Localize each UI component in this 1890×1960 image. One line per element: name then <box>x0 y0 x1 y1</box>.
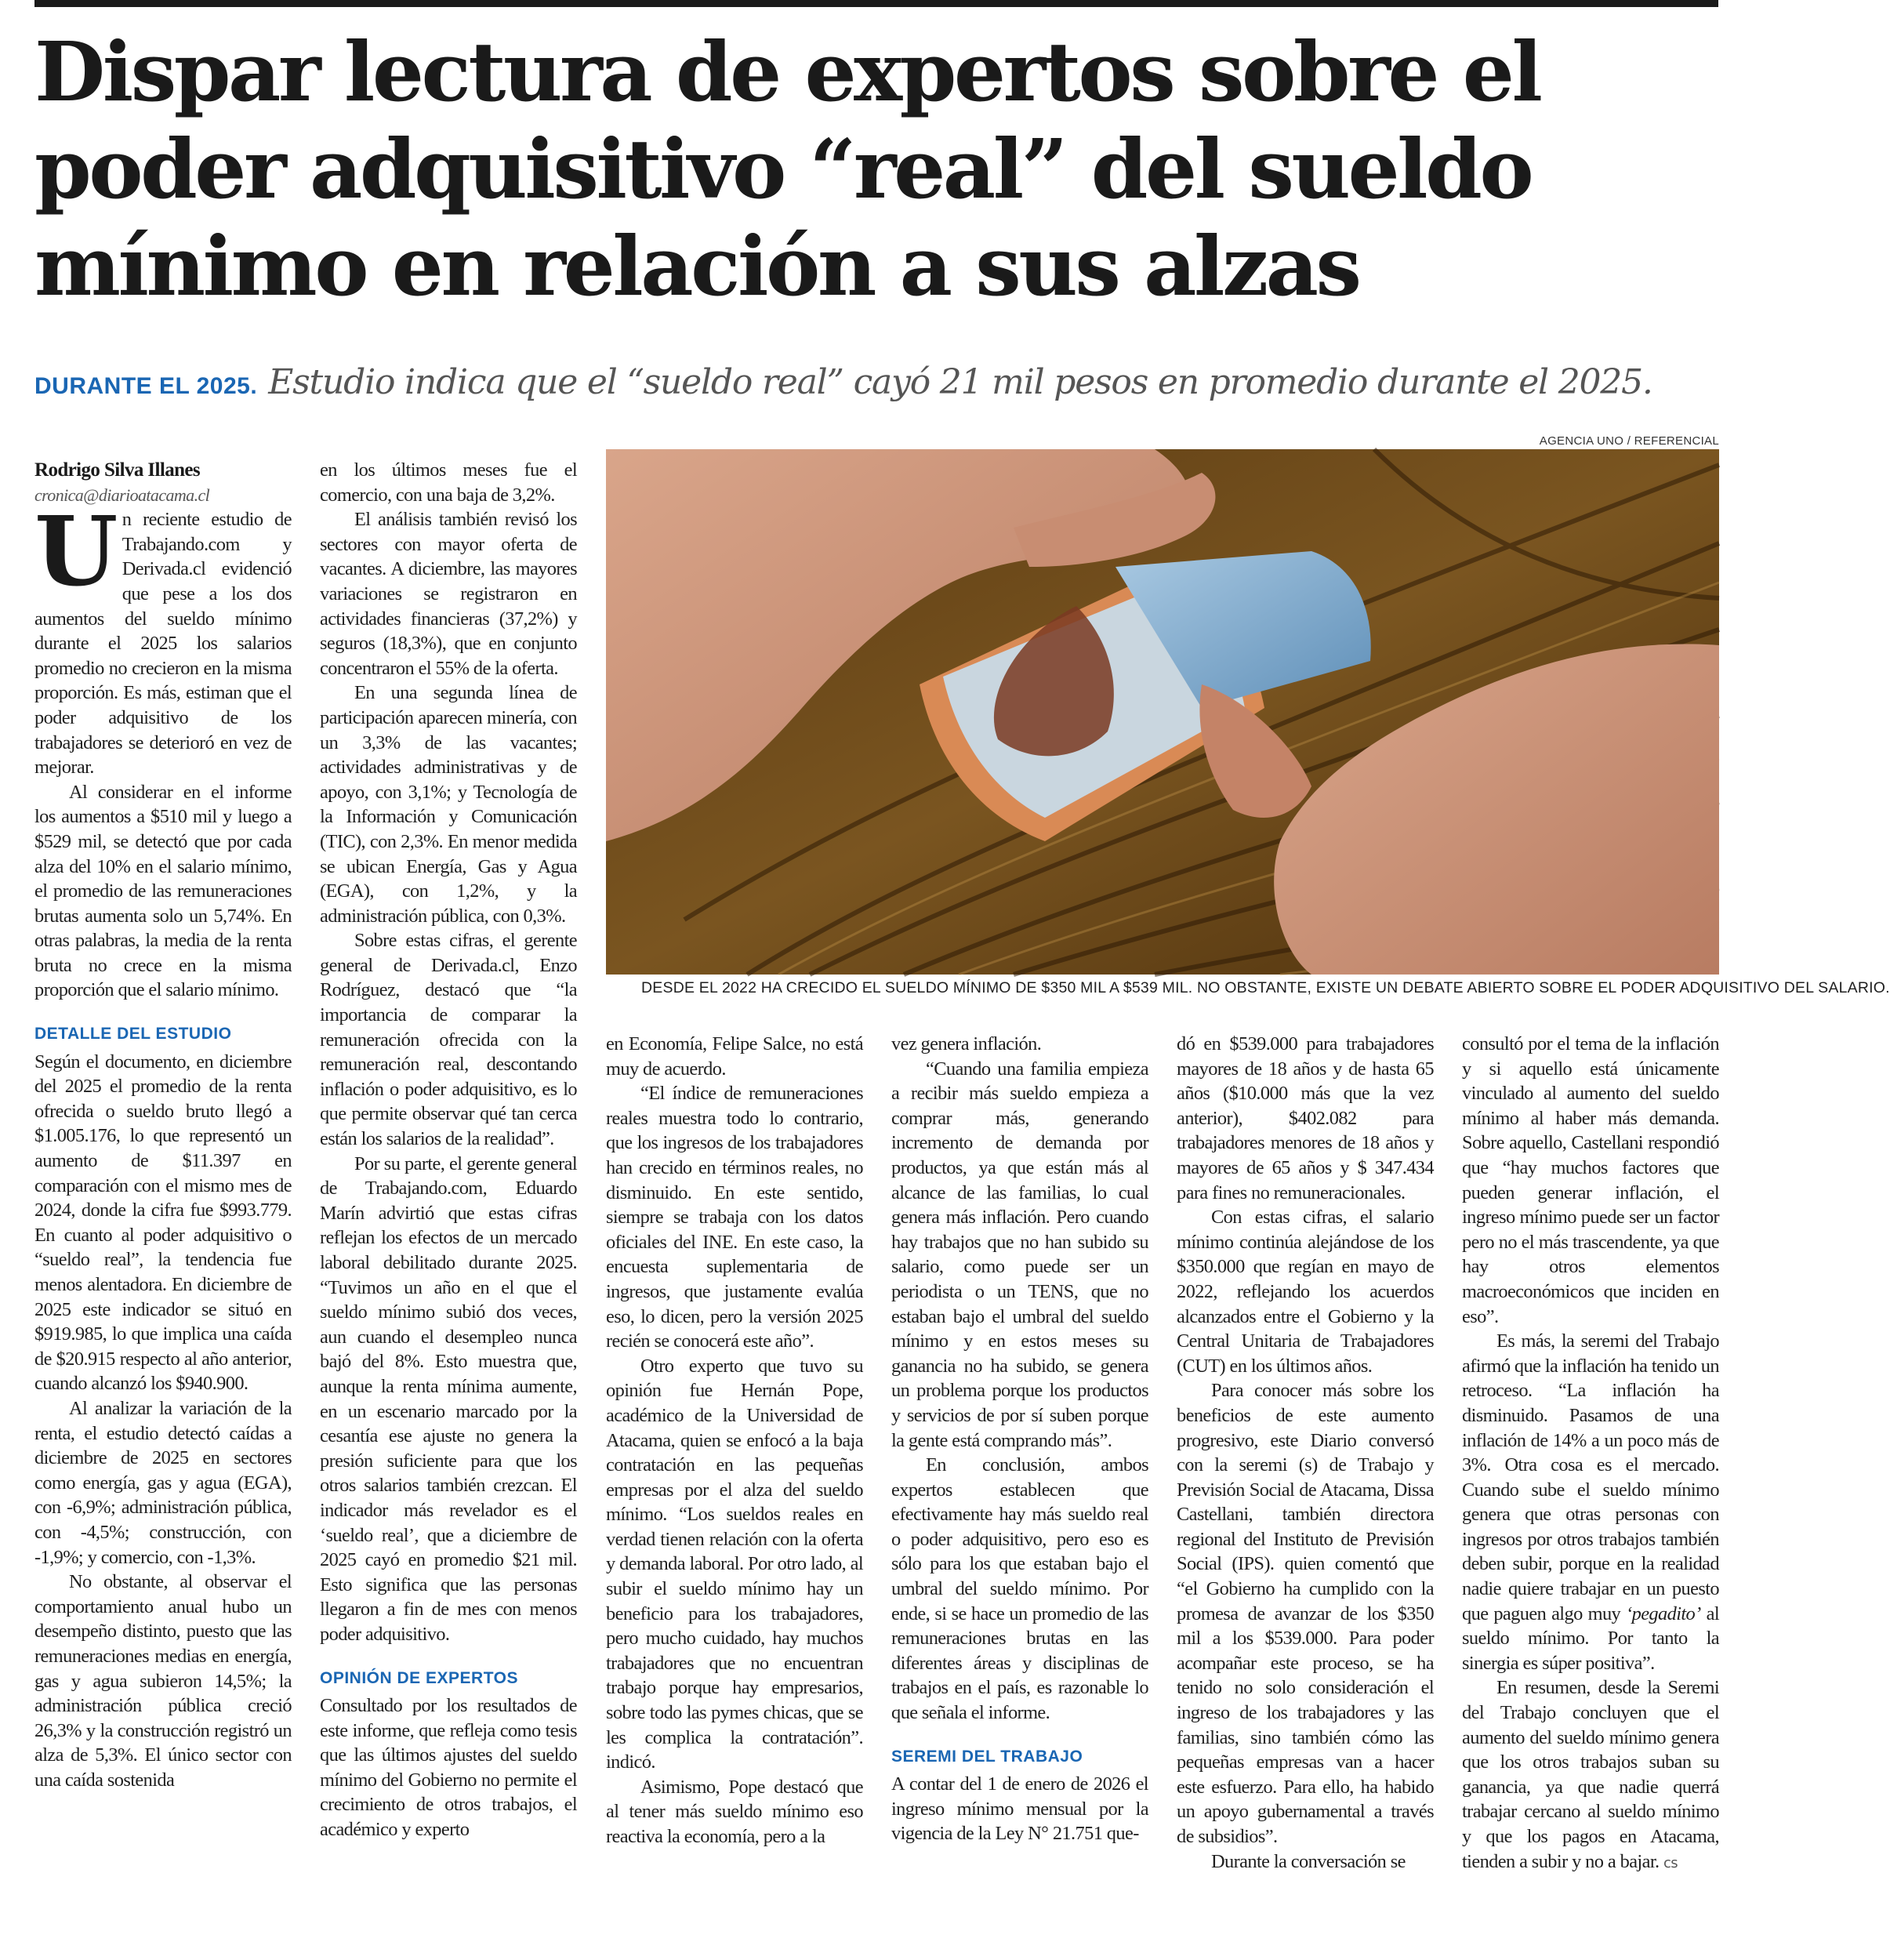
paragraph: Para conocer más sobre los beneficios de este aumento progresivo, este Diario conversó con la seremi (s) de Trabajo y Previsión Social de Atacama, Dissa Castellani, también directora regional del Instituto de Previsión Social (IPS). quien comentó que “el Gobierno ha cumplido con la promesa de avanzar de los $350 mil a los $539.000. Para poder acompañar este proceso, se ha tenido no solo consideración el ingreso de los trabajadores y las familias, sino también cómo las pequeñas empresas van a hacer este esfuerzo. Para ello, ha habido un apoyo gubernamental a través de subsidios”. <box>1177 1380 1434 1847</box>
paragraph: Durante la conversación se <box>1211 1850 1406 1872</box>
kicker-row <box>34 362 1728 402</box>
paragraph: Al considerar en el informe los aumentos a $510 mil y luego a $529 mil, se detectó que por cada alza del 10% en el salario mínimo, el promedio de las remuneraciones brutas aumenta solo un 5,74%. En otras palabras, la media de la renta bruta no crece en la misma proporción que el salario mínimo. <box>34 781 292 1001</box>
column-3 <box>606 1032 863 1849</box>
paragraph: En resumen, desde la Seremi del Trabajo concluyen que el aumento del sueldo mínimo genera que los otros trabajos suban su ganancia, ya que nadie querrá trabajar cercano al sueldo mínimo y que los pagos en Atacama, tienden a subir y no a bajar. cs <box>1462 1677 1719 1872</box>
paragraph: No obstante, al observar el comportamiento anual hubo un desempeño distinto, puesto que las remuneraciones medias en energía, gas y agua subieron 14,5%; la administración pública creció 26,3% y la construcción registró un alza de 5,3%. El único sector con una caída sostenida <box>34 1571 292 1791</box>
deck: Estudio indica que el “sueldo real” cayó 21 mil pesos en promedio durante el 2025. <box>268 362 1652 402</box>
column-5 <box>1177 1032 1434 1874</box>
photo-banknotes-hands <box>606 449 1719 975</box>
photo-credit: AGENCIA UNO / REFERENCIAL <box>1539 434 1719 448</box>
column-2 <box>320 458 577 1842</box>
column-1 <box>34 458 292 1792</box>
paragraph: dó en $539.000 para trabajadores mayores de 18 años y de hasta 65 años ($10.000 más que la vez anterior), $402.082 para trabajadores menores de 18 años y mayores de 65 años y $ 347.434 para fines no remuneracionales. <box>1177 1033 1434 1203</box>
emphasis: ‘pegadito’ <box>1626 1602 1701 1624</box>
paragraph: “El índice de remuneraciones reales muestra todo lo contrario, que los ingresos de los trabajadores han crecido en términos reales, no disminuido. En este sentido, siempre se trabaja con los datos oficiales del INE. En este caso, la encuesta suplementaria de ingresos, que justamente evalúa eso, lo dicen, pero la versión 2025 recién se conocerá este año”. <box>606 1083 863 1352</box>
paragraph: Un reciente estudio de Trabajando.com y Derivada.cl evidenció que pese a los dos aumentos del sueldo mínimo durante el 2025 los salarios promedio no crecieron en la misma proporción. Es más, estiman que el poder adquisitivo de los trabajadores se deterioró en vez de mejorar. <box>34 495 292 779</box>
author: Rodrigo Silva Illanes <box>34 459 201 481</box>
column-4 <box>891 1032 1148 1846</box>
paragraph: Por su parte, el gerente general de Trabajando.com, Eduardo Marín advirtió que estas cifras reflejan los efectos de un mercado laboral debilitado durante 2025. “Tuvimos un año en el que el sueldo mínimo subió dos veces, aun cuando el desempleo nunca bajó del 8%. Esto muestra que, aunque la renta mínima aumente, en un escenario marcado por la cesantía ese ajuste no genera la presión suficiente para que los otros salarios también crezcan. El indicador más revelador es el ‘sueldo real’, que a diciembre de 2025 cayó en promedio $21 mil. Esto significa que las personas llegaron a fin de mes con menos poder adquisitivo. <box>320 1152 577 1645</box>
paragraph: Consultado por los resultados de este informe, que refleja como tesis que las últimos ajustes del sueldo mínimo del Gobierno no permite el crecimiento de otros trabajos, el académico y experto <box>320 1695 577 1841</box>
paragraph: A contar del 1 de enero de 2026 el ingreso mínimo mensual por la vigencia de la Ley N° 21.751 que- <box>891 1773 1148 1845</box>
end-mark-icon: cs <box>1663 1854 1678 1871</box>
paragraph: Al analizar la variación de la renta, el estudio detectó caídas a diciembre de 2025 en sectores como energía, gas y agua (EGA), con -6,9%; administración pública, con -4,5%; construcción, con -1,9%; y comercio, con -1,3%. <box>34 1397 292 1568</box>
photo <box>606 449 1719 975</box>
subhead-seremi: SEREMI DEL TRABAJO <box>891 1747 1083 1766</box>
paragraph: en los últimos meses fue el comercio, con una baja de 3,2%. <box>320 459 577 506</box>
paragraph: Con estas cifras, el salario mínimo continúa alejándose de los $350.000 que regían en mayo de 2022, reflejando los acuerdos alcanzados entre el Gobierno y la Central Unitaria de Trabajadores (CUT) en los últimos años. <box>1177 1207 1434 1377</box>
top-rule <box>34 0 1718 7</box>
paragraph: Sobre estas cifras, el gerente general de Derivada.cl, Enzo Rodríguez, destacó que “la importancia de comparar la remuneración ofrecida con la remuneración real, descontando inflación o poder adquisitivo, es lo que permite observar qué tan cerca están los salarios de la realidad”. <box>320 930 577 1150</box>
paragraph: Asimismo, Pope destacó que al tener más sueldo mínimo eso reactiva la economía, pero a la <box>606 1776 863 1847</box>
paragraph: vez genera inflación. <box>891 1033 1042 1054</box>
column-6 <box>1462 1032 1719 1875</box>
dropcap: U <box>34 495 118 608</box>
kicker: DURANTE EL 2025. <box>34 373 258 399</box>
paragraph: En conclusión, ambos expertos establecen que efectivamente hay más sueldo real o poder adquisitivo, pero eso es sólo para los que estaban bajo el umbral del sueldo mínimo. Por ende, si se hace un promedio de las remuneraciones brutas en las diferentes áreas y disciplinas de trabajos en el país, es razonable lo que señala el informe. <box>891 1454 1148 1724</box>
author-email: cronica@diarioatacama.cl <box>34 485 210 505</box>
headline: Dispar lectura de expertos sobre el poder adquisitivo “real” del sueldo mínimo en relación a sus alzas <box>34 24 1540 314</box>
paragraph: Según el documento, en diciembre del 2025 el promedio de la renta ofrecida o sueldo bruto llegó a $1.005.176, lo que representó un aumento de $11.397 en comparación con el mismo mes de 2024, donde la cifra fue $993.779. En cuanto al poder adquisitivo o “sueldo real”, la tendencia fue menos alentadora. En diciembre de 2025 este indicador se situó en $919.985, lo que implica una caída de $20.915 respecto al año anterior, cuando alcanzó los $940.900. <box>34 1051 292 1395</box>
paragraph: Es más, la seremi del Trabajo afirmó que la inflación ha tenido un retroceso. “La inflación ha disminuido. Pasamos de una inflación de 14% a un poco más de 3%. Otra cosa es el mercado. Cuando sube el sueldo mínimo genera que otras personas con ingresos por otros trabajos también deben subir, porque en la realidad nadie quiere trabajar en un puesto que paguen algo muy ‘pegadito’ al sueldo mínimo. Por tanto la sinergia es súper positiva”. <box>1462 1330 1720 1674</box>
subhead-detalle: DETALLE DEL ESTUDIO <box>34 1025 232 1044</box>
paragraph: En una segunda línea de participación aparecen minería, con un 3,3% de las vacantes; actividades administrativas y de apoyo, con 3,1%; y Tecnología de la Información y Comunicación (TIC), con 2,3%. En menor medida se ubican Energía, Gas y Agua (EGA), con 1,2%, y la administración pública, con 0,3%. <box>320 682 577 927</box>
paragraph: El análisis también revisó los sectores con mayor oferta de vacantes. A diciembre, las mayores variaciones se registraron en actividades financieras (37,2%) y seguros (18,3%), que en conjunto concentraron el 55% de la oferta. <box>320 509 577 679</box>
paragraph: Otro experto que tuvo su opinión fue Hernán Pope, académico de la Universidad de Atacama, quien se enfocó a la baja contratación en las pequeñas empresas por el alza del sueldo mínimo. “Los sueldos reales en verdad tienen relación con la oferta y demanda laboral. Por otro lado, al subir el sueldo mínimo hay un beneficio para los trabajadores, pero mucho cuidado, hay muchos trabajadores que no encuentran trabajo porque hay empresarios, sobre todo las pymes chicas, que se les complica la contratación”. indicó. <box>606 1355 863 1773</box>
paragraph: “Cuando una familia empieza a recibir más sueldo empieza a comprar más, generando incremento de demanda por productos, ya que están más al alcance de las familias, lo cual genera más inflación. Pero cuando hay trabajos que no han subido su salario, como puede ser un periodista o un TENS, que no estaban bajo el umbral del sueldo mínimo y en estos meses su ganancia no ha subido, se genera un problema porque los productos y servicios de por sí suben porque la gente está comprando más”. <box>891 1058 1148 1451</box>
photo-caption: DESDE EL 2022 HA CRECIDO EL SUELDO MÍNIMO DE $350 MIL A $539 MIL. NO OBSTANTE, EXISTE UN DEBATE ABIERTO SOBRE EL PODER ADQUISITIVO DEL SALARIO. <box>641 979 1890 996</box>
paragraph: en Economía, Felipe Salce, no está muy de acuerdo. <box>606 1033 863 1080</box>
subhead-opinion: OPINIÓN DE EXPERTOS <box>320 1668 518 1687</box>
paragraph: consultó por el tema de la inflación y si aquello está únicamente vinculado al aumento del sueldo mínimo al haber más demanda. Sobre aquello, Castellani respondió que “hay muchos factores que pueden generar inflación, el ingreso mínimo puede ser un factor pero no el más trascendente, ya que hay otros elementos macroeconómicos que inciden en eso”. <box>1462 1033 1719 1327</box>
